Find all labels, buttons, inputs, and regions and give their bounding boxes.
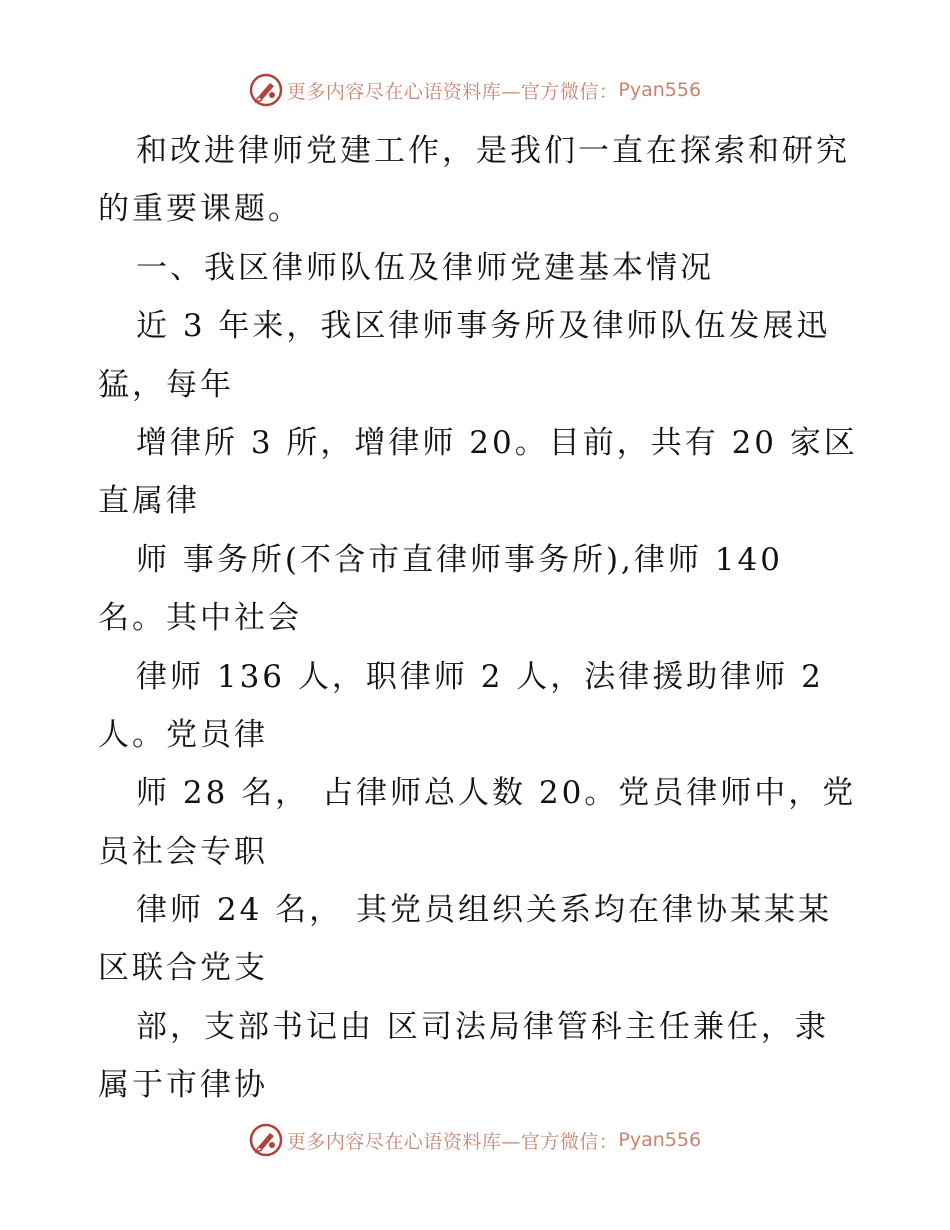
footer-banner [0, 1120, 950, 1160]
banner-wechat-id: Pyan556 [618, 79, 702, 101]
text-line: 人。党员律 [98, 716, 268, 753]
text-line: 律师 24 名， 其党员组织关系均在律协某某某 [136, 892, 833, 929]
text-line: 师 事务所(不含市直律师事务所),律师 140 [136, 541, 783, 578]
logo-icon [249, 1123, 283, 1157]
text-line: 一、我区律师队伍及律师党建基本情况 [136, 249, 714, 286]
document-body [98, 122, 858, 1115]
text-line: 师 28 名， 占律师总人数 20。党员律师中，党 [136, 775, 857, 812]
text-line: 近 3 年来，我区律师事务所及律师队伍发展迅 [136, 308, 831, 345]
text-line: 增律所 3 所，增律师 20。目前，共有 20 家区 [136, 424, 858, 461]
banner-wechat-id: Pyan556 [618, 1129, 702, 1151]
banner-text: 更多内容尽在心语资料库—官方微信： [286, 80, 619, 103]
header-banner [0, 70, 950, 110]
text-line: 员社会专职 [98, 833, 268, 870]
text-line: 猛，每年 [98, 366, 234, 403]
banner-text: 更多内容尽在心语资料库—官方微信： [286, 1130, 619, 1153]
text-line: 律师 136 人，职律师 2 人，法律援助律师 2 [136, 658, 824, 695]
logo-icon [249, 73, 283, 107]
text-line: 名。其中社会 [98, 600, 302, 637]
text-line: 和改进律师党建工作，是我们一直在探索和研究 [136, 133, 850, 169]
text-line: 的重要课题。 [98, 191, 302, 228]
text-line: 区联合党支 [98, 950, 268, 987]
text-line: 部，支部书记由 区司法局律管科主任兼任，隶 [136, 1008, 829, 1045]
text-line: 属于市律协 [98, 1067, 268, 1104]
text-line: 直属律 [98, 483, 200, 520]
